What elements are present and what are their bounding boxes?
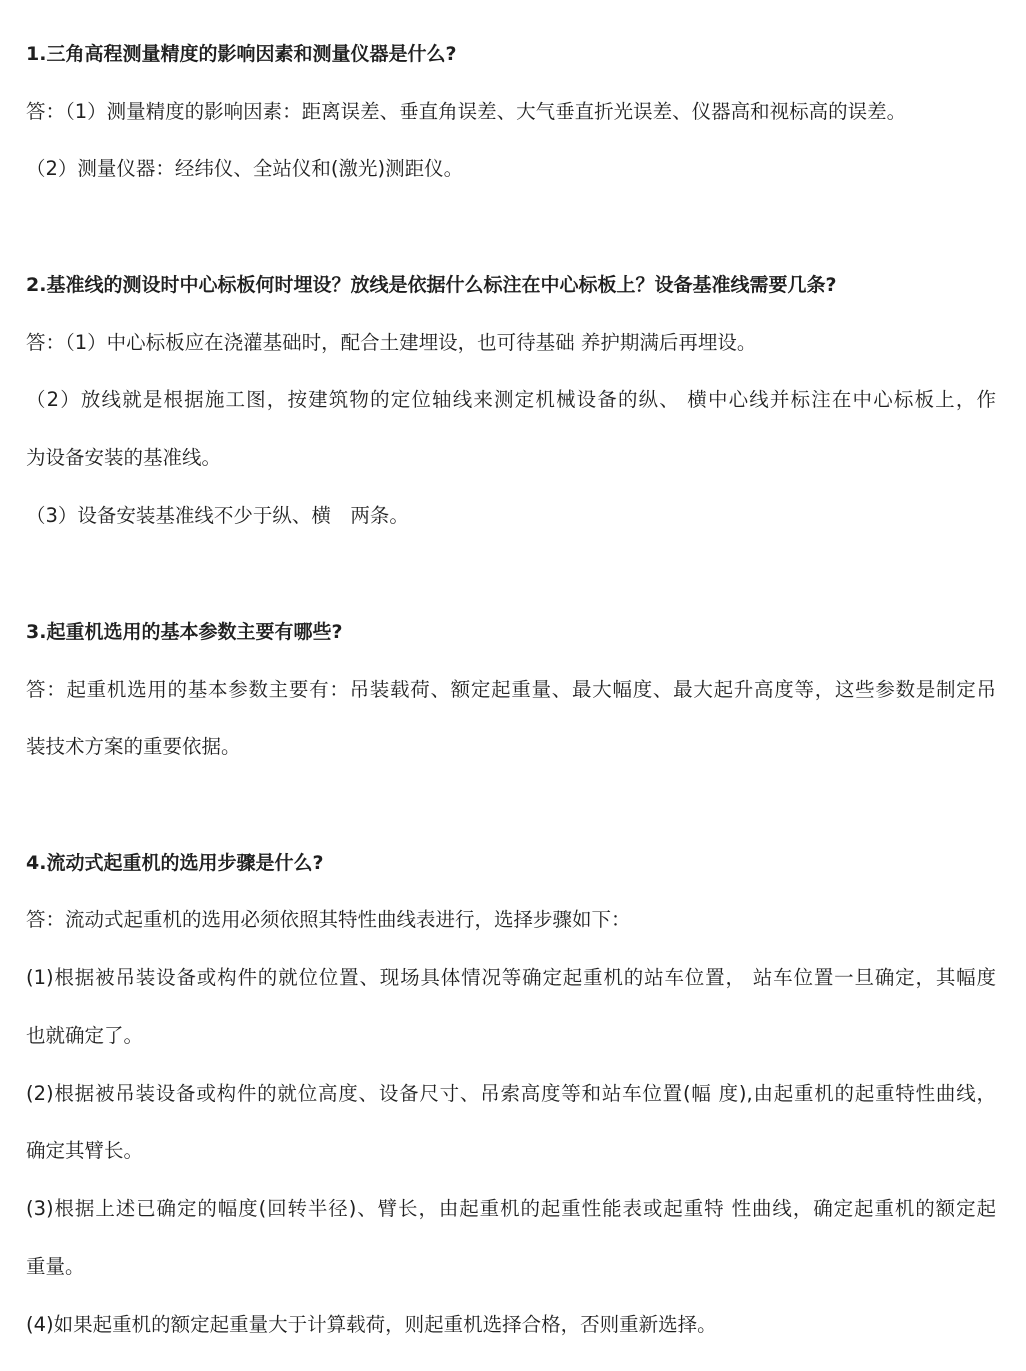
answer-4-line-7: 重量。 xyxy=(26,1255,85,1278)
answer-2-line-4: （3）设备安装基准线不少于纵、横 两条。 xyxy=(26,504,409,527)
answer-1-line-1: 答：（1）测量精度的影响因素：距离误差、垂直角误差、大气垂直折光误差、仪器高和视标高的误差。 xyxy=(26,100,907,123)
answer-4-line-8: (4)如果起重机的额定起重量大于计算载荷，则起重机选择合格，否则重新选择。 xyxy=(26,1313,717,1336)
answer-1-line-2: （2）测量仪器：经纬仪、全站仪和(激光)测距仪。 xyxy=(26,157,464,180)
question-3-heading: 3.起重机选用的基本参数主要有哪些? xyxy=(26,621,343,643)
answer-4-line-5: 确定其臂长。 xyxy=(26,1139,144,1162)
answer-3-line-2: 装技术方案的重要依据。 xyxy=(26,735,241,758)
answer-4-line-4: (2)根据被吊装设备或构件的就位高度、设备尺寸、吊索高度等和站车位置(幅 度),由起重机的起重特性曲线， xyxy=(26,1082,996,1105)
answer-4-line-1: 答：流动式起重机的选用必须依照其特性曲线表进行，选择步骤如下： xyxy=(26,908,631,931)
answer-4-line-2: (1)根据被吊装设备或构件的就位位置、现场具体情况等确定起重机的站车位置， 站车位置一旦确定，其幅度 xyxy=(26,966,996,989)
answer-2-line-1: 答：（1）中心标板应在浇灌基础时，配合土建埋设，也可待基础 养护期满后再埋设。 xyxy=(26,331,757,354)
answer-2-line-2: （2）放线就是根据施工图，按建筑物的定位轴线来测定机械设备的纵、 横中心线并标注在中心标板上，作 xyxy=(26,388,996,411)
question-2-heading: 2.基准线的测设时中心标板何时埋设？放线是依据什么标注在中心标板上？设备基准线需要几条? xyxy=(26,274,837,296)
question-4-heading: 4.流动式起重机的选用步骤是什么? xyxy=(26,852,324,874)
answer-3-line-1: 答：起重机选用的基本参数主要有：吊装载荷、额定起重量、最大幅度、最大起升高度等，这些参数是制定吊 xyxy=(26,678,996,701)
answer-4-line-3: 也就确定了。 xyxy=(26,1024,144,1047)
question-1-heading: 1.三角高程测量精度的影响因素和测量仪器是什么? xyxy=(26,43,457,65)
answer-2-line-3: 为设备安装的基准线。 xyxy=(26,446,222,469)
answer-4-line-6: (3)根据上述已确定的幅度(回转半径)、臂长，由起重机的起重性能表或起重特 性曲线，确定起重机的额定起 xyxy=(26,1197,996,1220)
